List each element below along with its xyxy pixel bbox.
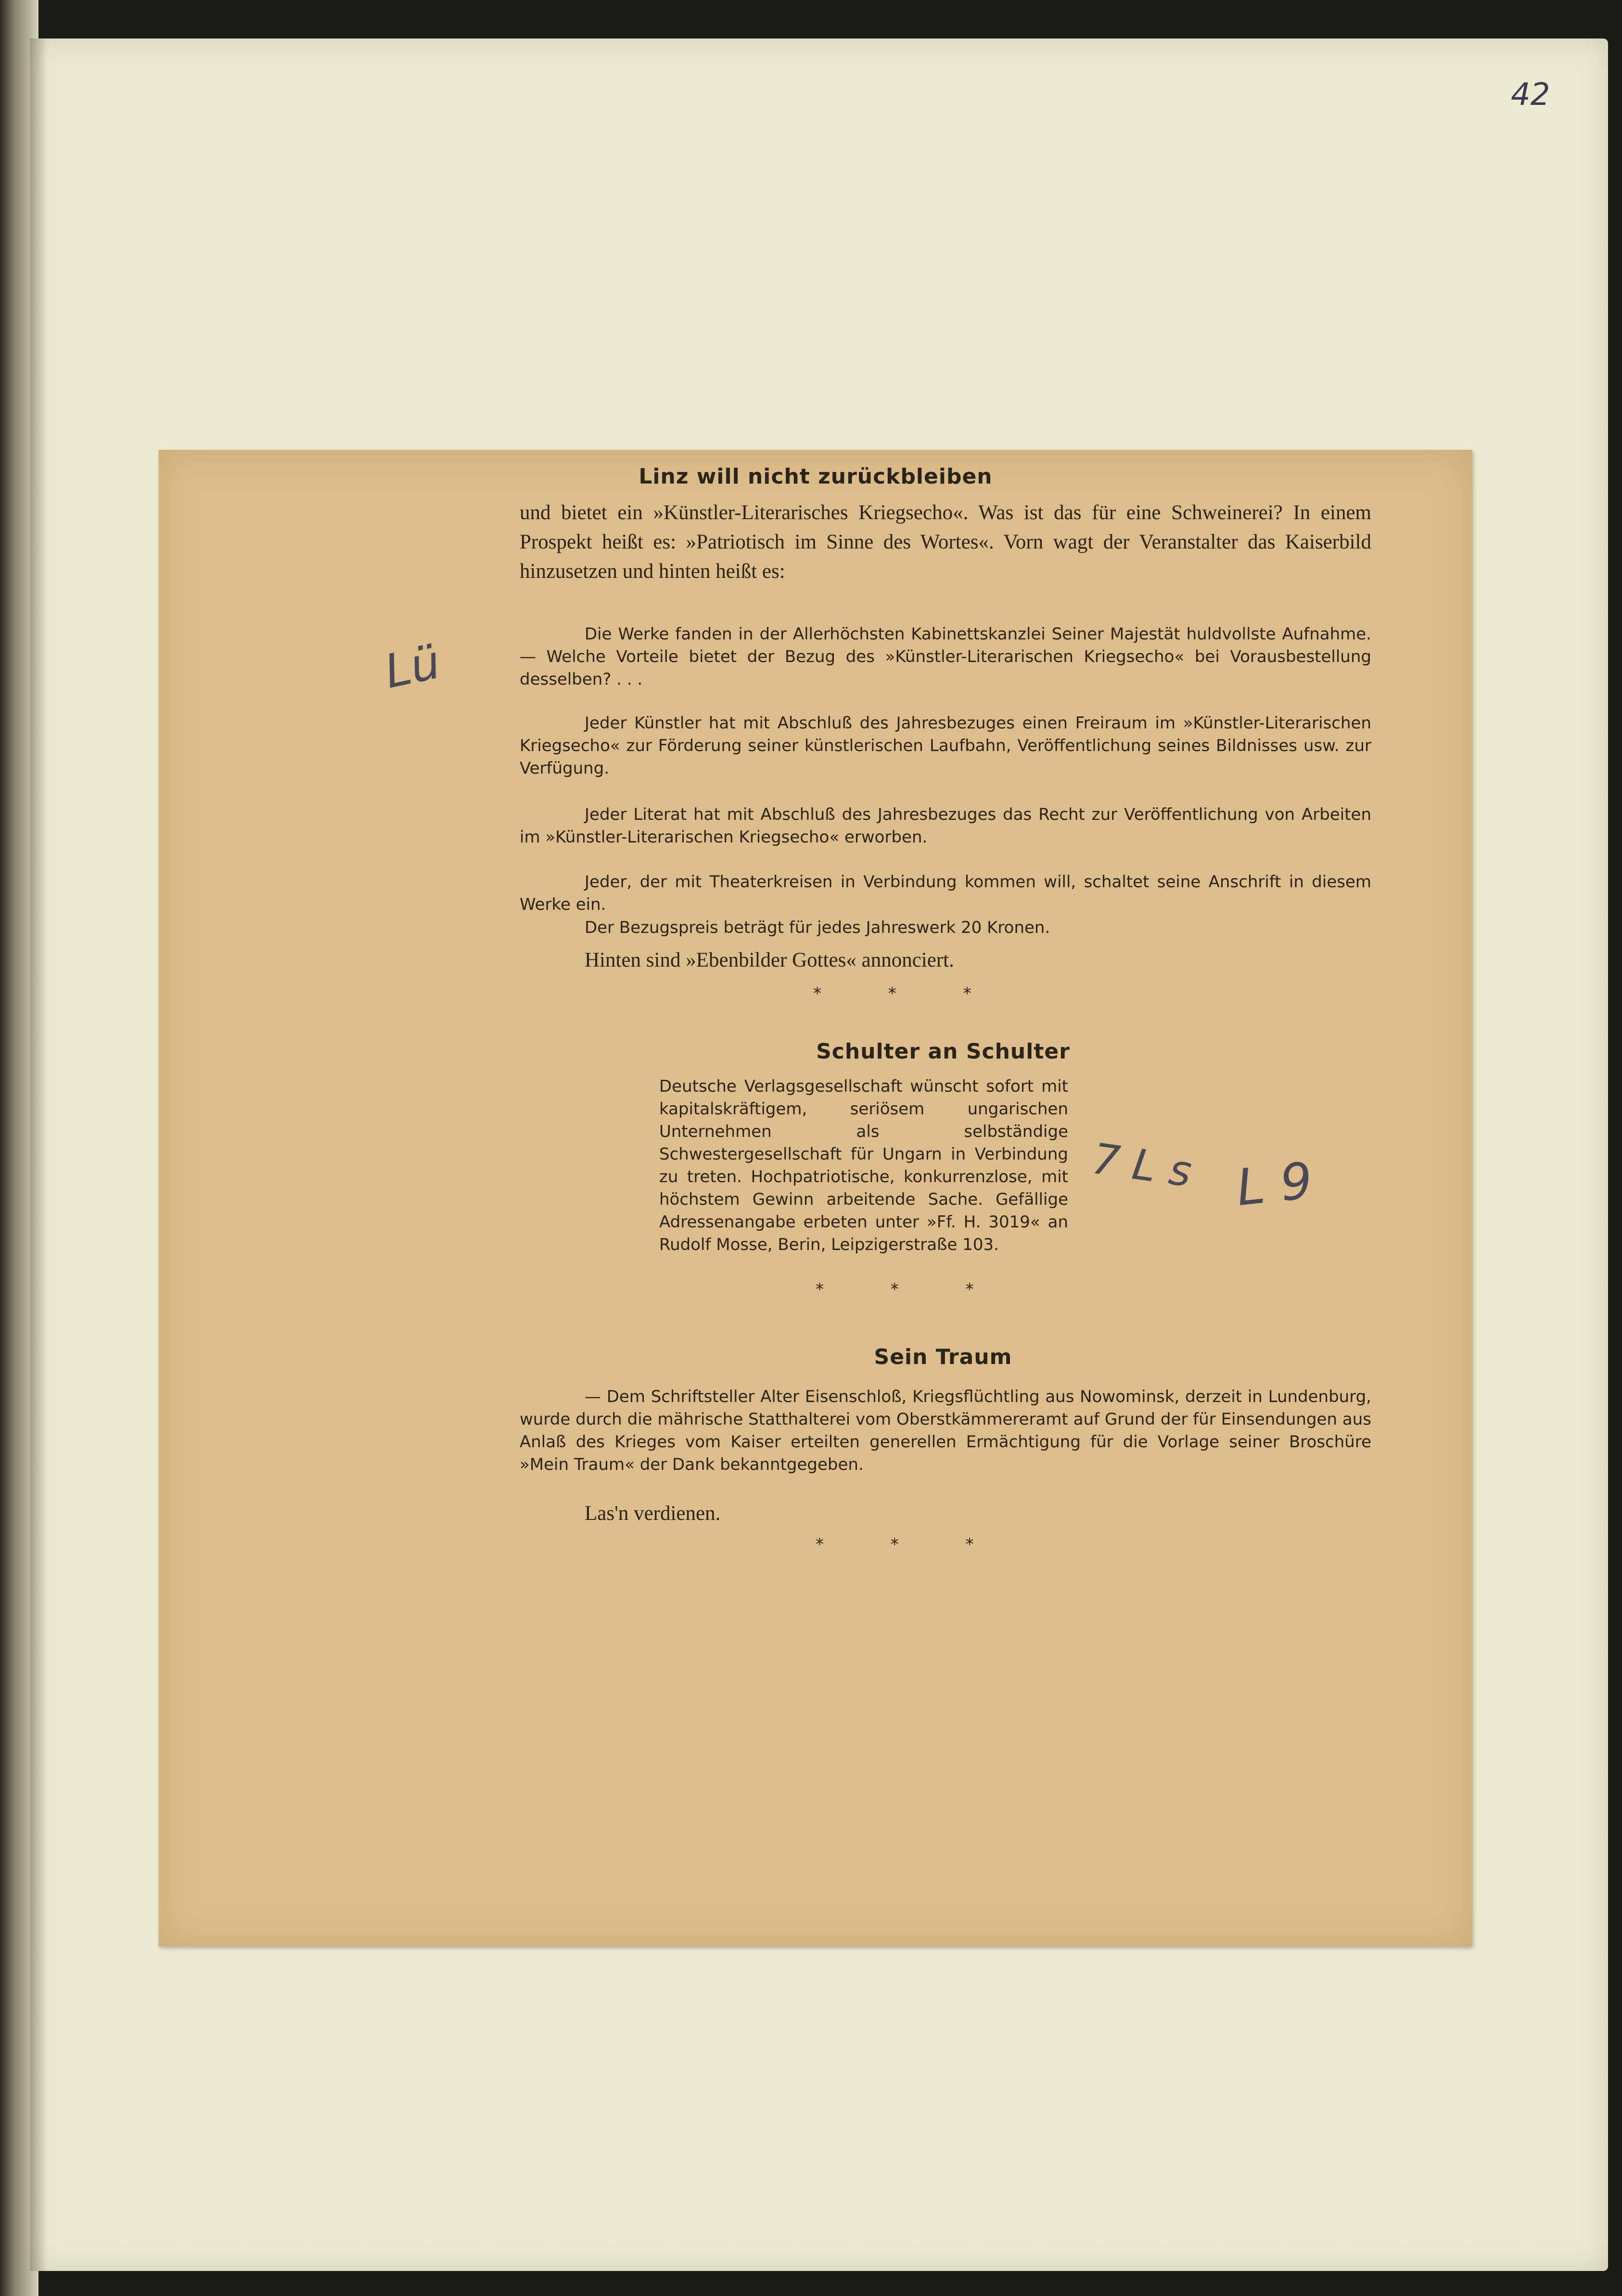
article1-quote-p3: Jeder Literat hat mit Abschluß des Jahresbezuges das Recht zur Veröffentlichung von Arbeiten im »Künstler-Literarischen Kriegsecho« erworben. [520,805,1371,847]
pencil-annotation-mid: 7 L s [1089,1134,1195,1197]
handwritten-page-number: 42 [1511,77,1550,113]
article2-title: Schulter an Schulter [816,1039,1070,1064]
article3-title: Sein Traum [874,1345,1012,1369]
article1-intro: und bietet ein »Künstler-Literarisches Kriegsecho«. Was ist das für eine Schweinerei? In einem Prospekt heißt es: »Patriotisch im Sinne des Wortes«. Vorn wagt der Veranstalter das Kaiserbild hinzusetzen und hinten heißt es: [520,501,1371,583]
article1-quote-p5: Der Bezugspreis beträgt für jedes Jahreswerk 20 Kronen. [585,918,1050,937]
separator-3: * * * [816,1535,1005,1554]
article1-quote-p1: Die Werke fanden in der Allerhöchsten Kabinettskanzlei Seiner Majestät huldvollste Aufnahme. — Welche Vorteile bietet der Bezug des »Künstler-Literarischen Kriegsecho« bei Vorausbestellung desselben? . . . [520,625,1371,689]
article3-body: — Dem Schriftsteller Alter Eisenschloß, Kriegsflüchtling aus Nowominsk, derzeit in Lundenburg, wurde durch die mährische Statthalterei vom Oberstkämmereramt auf Grund der für Einsendungen aus Anlaß des Krieges vom Kaiser erteilten generellen Ermächtigung für die Vorlage seiner Broschüre »Mein Traum« der Dank bekanntgegeben. [520,1387,1371,1474]
article2-body: Deutsche Verlagsgesellschaft wünscht sofort mit kapitalskräftigem, seriösem ungarischen Unternehmen als selbständige Schwestergesellschaft für Ungarn in Verbindung zu treten. Hochpatriotische, konkurrenzlose, mit höchstem Gewinn arbeitende Sache. Gefällige Adressenangabe erbeten unter »Ff. H. 3019« an Rudolf Mosse, Berin, Leipzigerstraße 103. [659,1077,1068,1254]
article3-closing: Las'n verdienen. [585,1502,721,1525]
article1-closing: Hinten sind »Ebenbilder Gottes« annonciert. [585,949,954,971]
article1-title: Linz will nicht zurückbleiben [639,464,993,489]
pencil-annotation-right: L 9 [1234,1151,1315,1217]
separator-1: * * * [813,984,1002,1003]
separator-2: * * * [816,1280,1005,1299]
page-fold-shadow [30,38,47,2271]
pencil-annotation-left: Lü [380,635,445,699]
article1-quote-p2: Jeder Künstler hat mit Abschluß des Jahresbezuges einen Freiraum im »Künstler-Literarischen Kriegsecho« zur Förderung seiner künstlerischen Laufbahn, Veröffentlichung seines Bildnisses usw. zur Verfügung. [520,714,1371,778]
article1-quote-p4: Jeder, der mit Theaterkreisen in Verbindung kommen will, schaltet seine Anschrift in diesem Werke ein. [520,872,1371,914]
